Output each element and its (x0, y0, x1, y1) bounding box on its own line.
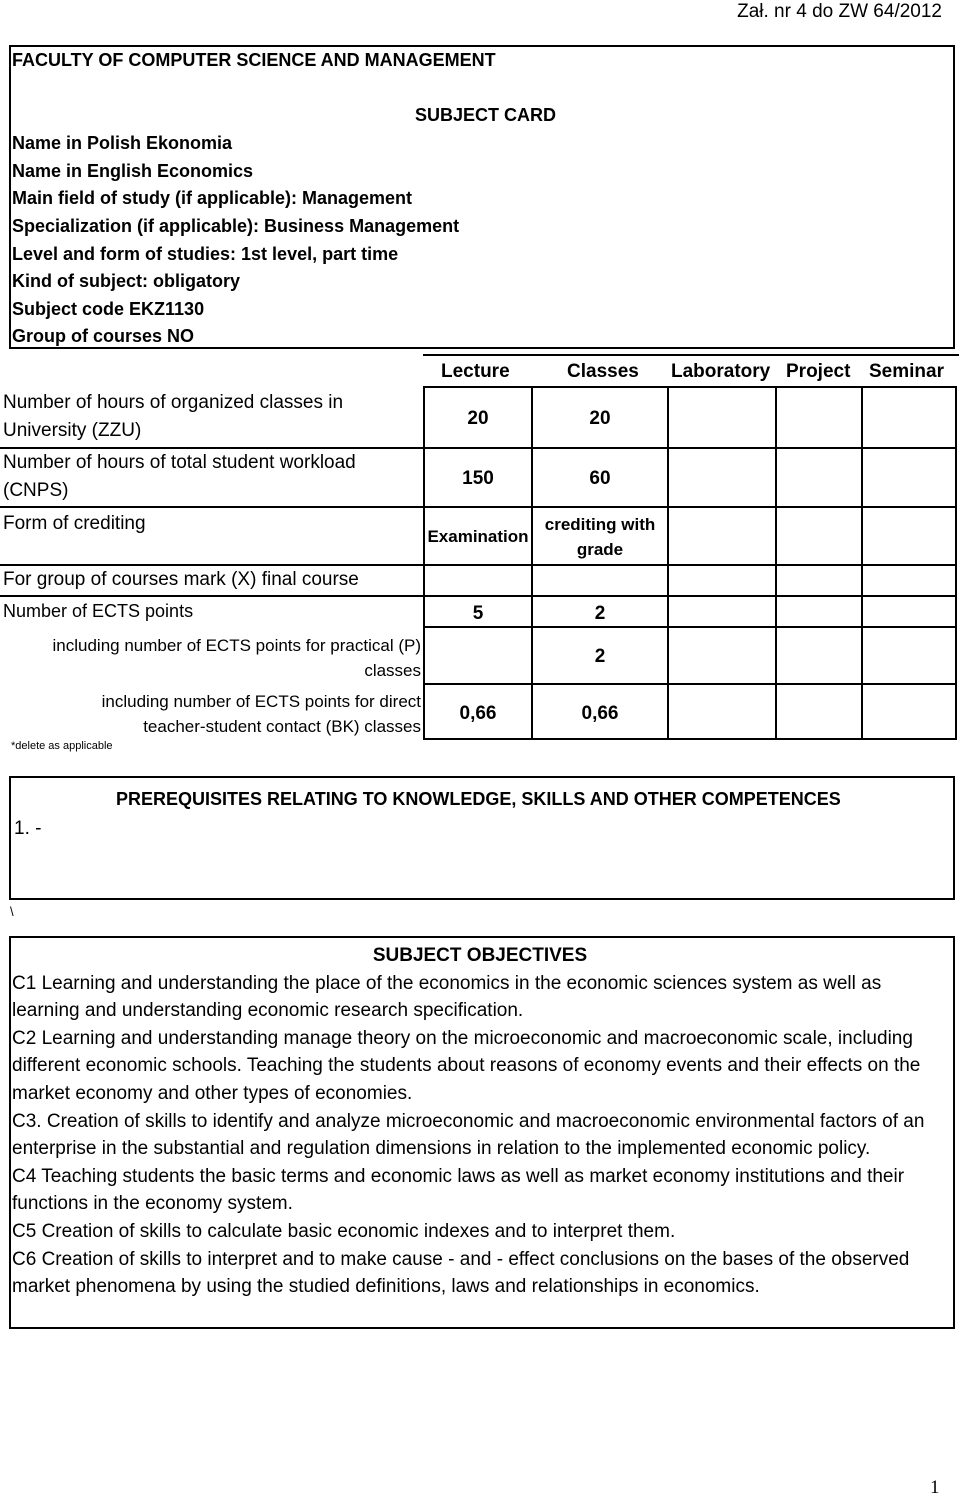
row-zzu-label-1: Number of hours of organized classes in (3, 392, 344, 413)
info-line-field-of-study: Main field of study (if applicable): Management (12, 188, 413, 208)
objectives-content (12, 942, 948, 1301)
objective-c1: C1 Learning and understanding the place of the economics in the economic sciences system as well as learning and understanding economic research specification. (12, 972, 882, 1022)
row-cnps-label-2: (CNPS) (3, 480, 69, 501)
objective-c2: C2 Learning and understanding manage theory on the microeconomic and macroeconomic scale, including different economic schools. Teaching the students about reasons of economy events and their effects on the market economy and other types of economies. (12, 1027, 921, 1104)
direct-lecture: 0,66 (459, 703, 497, 724)
ects-classes: 2 (594, 603, 606, 624)
info-line-english-name: Name in English Economics (12, 161, 254, 181)
objective-c3: C3. Creation of skills to identify and analyze microeconomic and macroeconomic environmental factors of an enterprise in the substantial and regulation dimensions in relation to the implemented economic policy. (12, 1110, 925, 1160)
info-line-kind: Kind of subject: obligatory (12, 271, 240, 291)
objective-c4: C4 Teaching students the basic terms and economic laws as well as market economy institutions and their functions in the economy system. (12, 1165, 905, 1215)
practical-classes: 2 (594, 646, 606, 667)
header-project: Project (786, 361, 851, 382)
annex-label: Zał. nr 4 do ZW 64/2012 (737, 1, 942, 22)
objective-c5: C5 Creation of skills to calculate basic economic indexes and to interpret them. (12, 1220, 676, 1242)
row-direct-label (10, 689, 421, 739)
info-line-group: Group of courses NO (12, 326, 195, 346)
zzu-classes-hours: 20 (589, 408, 611, 429)
page-number: 1 (930, 1477, 940, 1498)
ects-lecture: 5 (472, 603, 484, 624)
zzu-lecture-hours: 20 (467, 408, 489, 429)
crediting-lecture: Examination (427, 527, 529, 546)
faculty-name: FACULTY OF COMPUTER SCIENCE AND MANAGEMENT (12, 50, 496, 70)
footnote: *delete as applicable (11, 740, 113, 752)
info-line-polish-name: Name in Polish Ekonomia (12, 133, 233, 153)
row-zzu-label-2: University (ZZU) (3, 420, 142, 441)
header-laboratory: Laboratory (671, 361, 771, 382)
header-lecture: Lecture (441, 361, 510, 382)
info-line-specialization: Specialization (if applicable): Business Management (12, 216, 460, 236)
row-final-course-label: For group of courses mark (X) final course (3, 569, 359, 590)
row-crediting-label: Form of crediting (3, 513, 146, 534)
prerequisite-item: 1. - (14, 818, 42, 839)
header-seminar: Seminar (869, 361, 944, 382)
crediting-classes-1: crediting with (544, 515, 656, 534)
row-practical-label (10, 633, 421, 683)
cnps-lecture-hours: 150 (462, 468, 494, 489)
row-direct-label-1: including number of ECTS points for direct (101, 692, 421, 711)
card-title: SUBJECT CARD (415, 105, 557, 125)
crediting-classes-2: grade (576, 540, 624, 559)
cnps-classes-hours: 60 (589, 468, 611, 489)
objectives-title: SUBJECT OBJECTIVES (372, 945, 588, 966)
row-direct-label-2: teacher-student contact (BK) classes (143, 717, 421, 736)
info-line-level-form: Level and form of studies: 1st level, part time (12, 244, 399, 264)
direct-classes: 0,66 (581, 703, 619, 724)
row-cnps-label-1: Number of hours of total student workload (3, 452, 356, 473)
prerequisites-title: PREREQUISITES RELATING TO KNOWLEDGE, SKILLS AND OTHER COMPETENCES (116, 789, 841, 809)
objective-c6: C6 Creation of skills to interpret and to make cause - and - effect conclusions on the bases of the observed market phenomena by using the studied definitions, laws and relationships in economics. (12, 1248, 910, 1298)
row-practical-label-1: including number of ECTS points for practical (P) (52, 636, 421, 655)
row-ects-label: Number of ECTS points (3, 601, 194, 621)
header-classes: Classes (567, 361, 639, 382)
stray-mark: \ (10, 904, 14, 919)
row-practical-label-2: classes (364, 661, 421, 680)
info-line-code: Subject code EKZ1130 (12, 299, 205, 319)
